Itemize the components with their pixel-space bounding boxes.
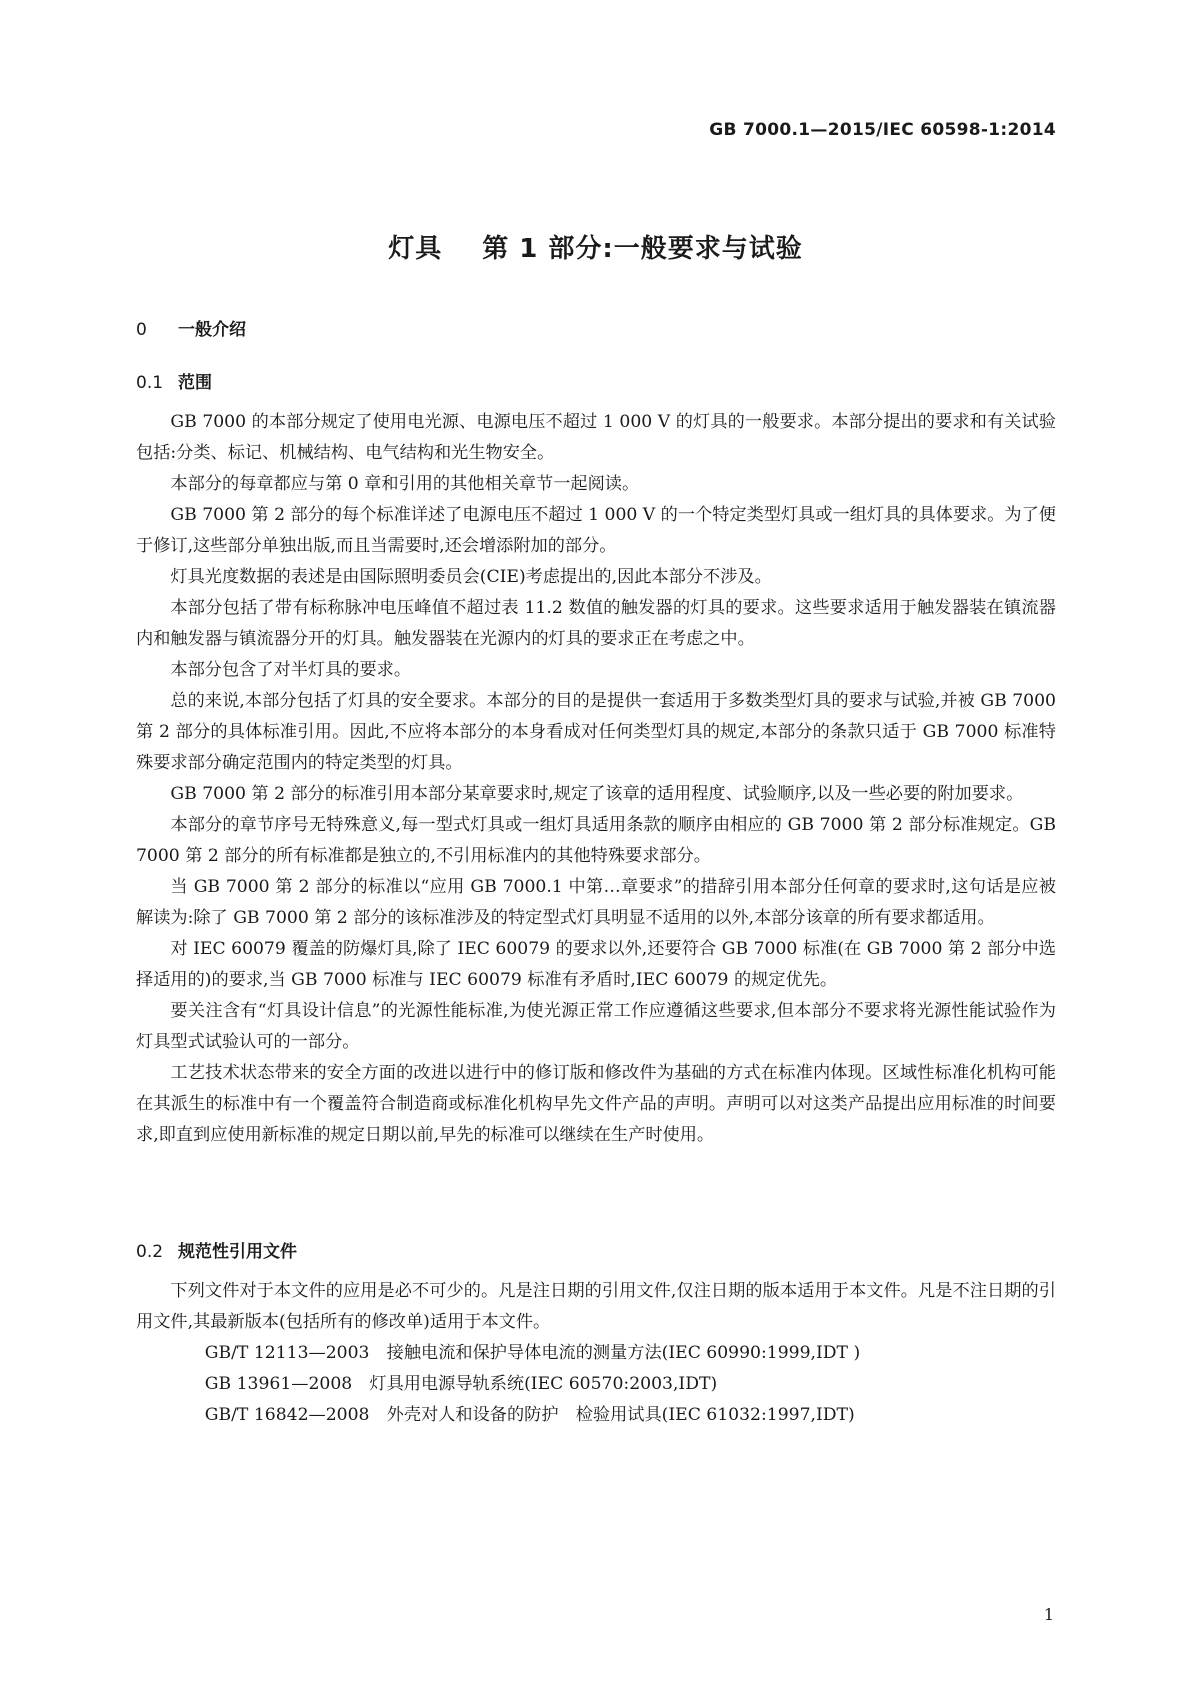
paragraph: 本部分包括了带有标称脉冲电压峰值不超过表 11.2 数值的触发器的灯具的要求。这些要求适用于触发器装在镇流器内和触发器与镇流器分开的灯具。触发器装在光源内的灯具的要求正在考虑之中。 [136,598,1056,649]
section-0-2-heading [136,1237,297,1262]
paragraph: 总的来说,本部分包括了灯具的安全要求。本部分的目的是提供一套适用于多数类型灯具的要求与试验,并被 GB 7000 第 2 部分的具体标准引用。因此,不应将本部分的本身看成对任何类型灯具的规定,本部分的条款只适于 GB 7000 标准特殊要求部分确定范围内的特定类型的灯具。 [136,691,1056,773]
paragraph: 对 IEC 60079 覆盖的防爆灯具,除了 IEC 60079 的要求以外,还要符合 GB 7000 标准(在 GB 7000 第 2 部分中选择适用的)的要求,当 GB 7000 标准与 IEC 60079 标准有矛盾时,IEC 60079 的规定优先。 [136,939,1056,990]
normative-references-body [136,1276,1056,1431]
section-number: 0.1 [136,373,164,393]
paragraph: GB 7000 第 2 部分的标准引用本部分某章要求时,规定了该章的适用程度、试验顺序,以及一些必要的附加要求。 [170,784,1024,804]
section-number: 0.2 [136,1242,164,1262]
document-code: GB 7000.1—2015/IEC 60598-1:2014 [709,120,1056,140]
paragraph: GB 7000 第 2 部分的每个标准详述了电源电压不超过 1 000 V 的一个特定类型灯具或一组灯具的具体要求。为了便于修订,这些部分单独出版,而且当需要时,还会增添附加的部分。 [136,505,1056,556]
paragraph: GB 7000 的本部分规定了使用电光源、电源电压不超过 1 000 V 的灯具的一般要求。本部分提出的要求和有关试验包括:分类、标记、机械结构、电气结构和光生物安全。 [136,412,1056,463]
paragraph: 要关注含有“灯具设计信息”的光源性能标准,为使光源正常工作应遵循这些要求,但本部分不要求将光源性能试验作为灯具型式试验认可的一部分。 [136,1001,1056,1052]
reference-item: GB/T 12113—2003 接触电流和保护导体电流的测量方法(IEC 60990:1999,IDT ) [204,1343,861,1363]
section-0-heading [136,315,246,340]
title-part-1: 灯具 [388,234,443,264]
paragraph: 当 GB 7000 第 2 部分的标准以“应用 GB 7000.1 中第…章要求”的措辞引用本部分任何章的要求时,这句话是应被解读为:除了 GB 7000 第 2 部分的该标准涉及的特定型式灯具明显不适用的以外,本部分该章的所有要求都适用。 [136,877,1056,928]
section-title: 规范性引用文件 [178,1242,297,1262]
document-title [0,228,1191,265]
scope-body [136,407,1056,1151]
paragraph: 本部分包含了对半灯具的要求。 [170,660,412,680]
section-0-1-heading [136,368,212,393]
reference-item: GB 13961—2008 灯具用电源导轨系统(IEC 60570:2003,IDT) [204,1374,718,1394]
paragraph: 工艺技术状态带来的安全方面的改进以进行中的修订版和修改件为基础的方式在标准内体现。区域性标准化机构可能在其派生的标准中有一个覆盖符合制造商或标准化机构早先文件产品的声明。声明可以对这类产品提出应用标准的时间要求,即直到应使用新标准的规定日期以前,早先的标准可以继续在生产时使用。 [136,1063,1056,1145]
reference-item: GB/T 16842—2008 外壳对人和设备的防护 检验用试具(IEC 61032:1997,IDT) [204,1405,855,1425]
paragraph: 下列文件对于本文件的应用是必不可少的。凡是注日期的引用文件,仅注日期的版本适用于本文件。凡是不注日期的引用文件,其最新版本(包括所有的修改单)适用于本文件。 [136,1281,1056,1332]
section-title: 一般介绍 [178,320,246,340]
title-part-2: 第 1 部分:一般要求与试验 [482,234,803,264]
paragraph: 本部分的每章都应与第 0 章和引用的其他相关章节一起阅读。 [170,474,640,494]
page-number: 1 [1043,1605,1054,1624]
section-title: 范围 [178,373,212,393]
paragraph: 本部分的章节序号无特殊意义,每一型式灯具或一组灯具适用条款的顺序由相应的 GB 7000 第 2 部分标准规定。GB 7000 第 2 部分的所有标准都是独立的,不引用标准内的其他特殊要求部分。 [136,815,1056,866]
paragraph: 灯具光度数据的表述是由国际照明委员会(CIE)考虑提出的,因此本部分不涉及。 [170,567,772,587]
section-number: 0 [136,320,147,340]
